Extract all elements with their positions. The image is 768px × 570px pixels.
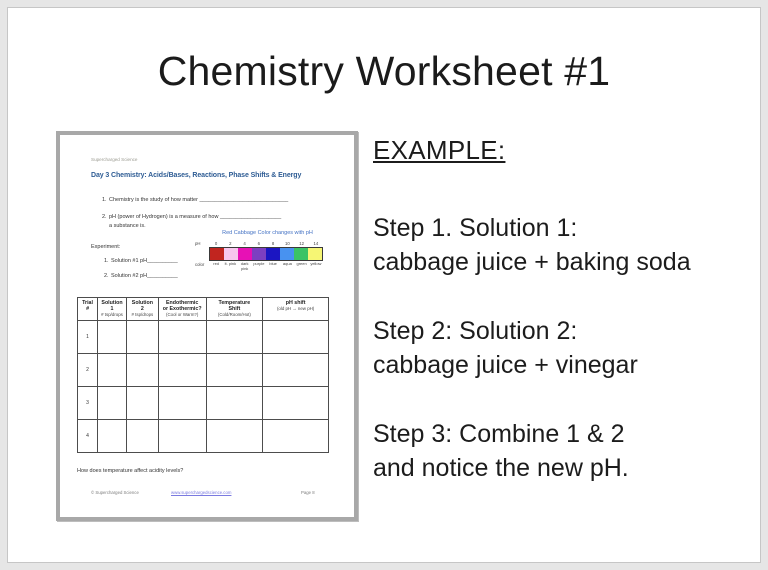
slide [7,7,761,563]
table-header-solution-1 [98,298,127,321]
item-number: 2. [104,273,109,279]
header-line: 1 [110,306,114,312]
header-line: Temperature [218,300,251,306]
color-swatch-purple [252,248,266,260]
color-names-row [195,262,323,271]
table-cell [126,321,158,354]
table-row [78,420,329,453]
table-row [78,387,329,420]
table-row [78,321,329,354]
table-header-ph-shift [263,298,329,321]
table-header-row [78,298,329,321]
trial-number-cell: 4 [78,420,98,453]
footer-website-link[interactable]: www.superchargedscience.com [171,490,232,495]
ph-tick: 12 [299,241,305,246]
header-line: Endothermic [165,300,199,306]
ph-tick: 2 [229,241,232,246]
step-line: and notice the new pH. [373,454,629,482]
table-cell [206,387,263,420]
ph-values-row [195,241,323,246]
color-name: red [213,261,220,266]
worksheet-question-2 [102,214,281,220]
experiment-item-2 [104,273,178,279]
question-number: 2. [102,214,107,220]
step-line: cabbage juice + baking soda [373,248,691,276]
table-cell [98,354,127,387]
worksheet-heading: Day 3 Chemistry: Acids/Bases, Reactions, Phase Shifts & Energy [91,172,302,179]
color-name: aqua [282,261,292,266]
trial-number-cell: 1 [78,321,98,354]
item-text: Solution #1 pH__________ [111,258,178,264]
color-swatch-lt-pink [224,248,238,260]
color-row-label: color [195,262,205,267]
item-number: 1. [104,258,109,264]
experiment-item-1 [104,258,178,264]
table-cell [206,354,263,387]
answer-blank: _____________________________ [199,197,289,203]
header-line: Solution [101,300,123,306]
worksheet-brand: Supercharged Science [91,157,138,162]
color-swatch-yellow [308,248,322,260]
table-header-temperature [206,298,263,321]
answer-blank: ____________________ [219,214,282,220]
color-name: lt. pink [224,261,237,266]
table-cell [263,387,329,420]
color-name: purple [253,261,265,266]
table-header-solution-2 [126,298,158,321]
example-step-1 [373,211,758,279]
header-line: pH shift [285,300,306,306]
header-line: or Exothermic? [162,306,202,312]
header-line: Solution [131,300,153,306]
ph-tick: 10 [284,241,290,246]
example-heading: EXAMPLE: [373,135,506,165]
header-line: # [86,306,90,312]
ph-tick: 4 [243,241,246,246]
ph-tick: 6 [257,241,261,246]
color-name: green [296,261,307,266]
color-swatch-blue [266,248,280,260]
table-cell [206,420,263,453]
table-header-trial [78,298,98,321]
ph-tick: 8 [271,241,275,246]
ph-tick: 14 [313,241,319,246]
experiment-table [77,297,329,453]
step-line: Step 1. Solution 1: [373,214,578,242]
table-header-endothermic [158,298,206,321]
question-text: pH (power of Hydrogen) is a measure of how [109,214,220,220]
table-cell [206,321,263,354]
question-number: 1. [102,197,107,203]
trial-number-cell: 3 [78,387,98,420]
color-name: blue [269,261,277,266]
table-cell [158,387,206,420]
table-cell [98,420,127,453]
item-text: Solution #2 pH__________ [111,273,178,279]
example-step-2 [373,314,758,382]
step-line: Step 3: Combine 1 & 2 [373,420,625,448]
table-cell [126,387,158,420]
worksheet-footer [60,490,354,500]
slide-title: Chemistry Worksheet #1 [157,48,611,94]
example-step-3 [373,417,758,485]
table-cell [98,387,127,420]
trial-number-cell: 2 [78,354,98,387]
color-swatch-aqua [280,248,294,260]
worksheet-question-1 [102,197,288,203]
table-cell [263,321,329,354]
color-swatch-green [294,248,308,260]
footer-copyright: © Supercharged Science [91,490,139,495]
question-text: Chemistry is the study of how matter [109,197,200,203]
table-cell [98,321,127,354]
table-cell [158,321,206,354]
experiment-label: Experiment: [91,244,121,250]
question-text-continued: a substance is. [109,223,146,229]
header-sub: (Cold/Room/Hot) [217,312,251,317]
table-row [78,354,329,387]
worksheet-bottom-question: How does temperature affect acidity levels? [77,468,184,474]
header-sub: # tsp/drops [131,312,154,317]
table-cell [158,354,206,387]
worksheet-image [56,131,358,521]
color-swatch-dark-pink [238,248,252,260]
table-cell [263,354,329,387]
ph-axis-label: pH [195,241,201,246]
ph-tick: 0 [214,241,218,246]
table-cell [126,354,158,387]
table-cell [158,420,206,453]
header-line: Trial [82,300,93,306]
table-cell [126,420,158,453]
color-swatch-bar [209,247,323,261]
color-swatch-red [210,248,224,260]
table-cell [263,420,329,453]
header-line: 2 [140,306,144,312]
color-name: yellow [310,261,322,266]
step-line: cabbage juice + vinegar [373,351,638,379]
color-name: dark pink [240,261,249,271]
ph-chart-title: Red Cabbage Color changes with pH [222,230,313,236]
header-sub: (Cool or Warm?) [166,312,199,317]
header-sub: (old pH → new pH) [276,306,315,311]
footer-page-number: Page 8 [301,490,315,495]
example-panel [373,135,758,520]
step-line: Step 2: Solution 2: [373,317,578,345]
header-sub: # tsp/drops [101,312,123,317]
header-line: Shift [228,306,241,312]
ph-color-scale [195,241,323,271]
